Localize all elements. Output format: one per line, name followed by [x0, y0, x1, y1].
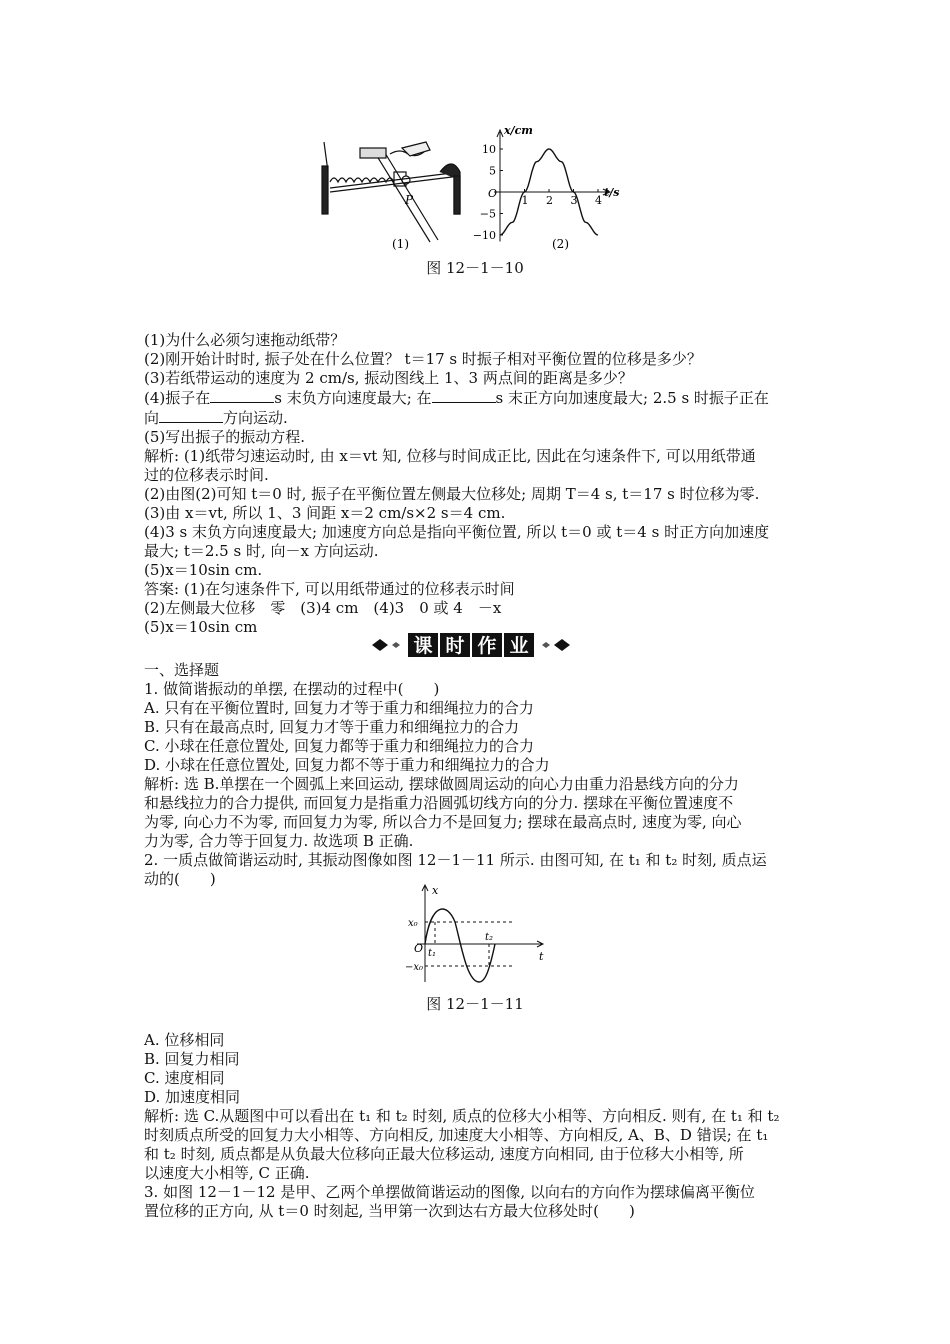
figure-12-1-11 [405, 882, 550, 992]
answer-blank [210, 388, 274, 403]
question-4-line-2 [144, 408, 814, 428]
option-line: A. 位移相同 [144, 1031, 225, 1049]
option-line: D. 小球在任意位置处, 回复力都不等于重力和细绳拉力的合力 [144, 756, 550, 774]
text-line: 以速度大小相等, C 正确. [144, 1164, 310, 1182]
questions-block-2 [144, 661, 814, 889]
option-line: D. 加速度相同 [144, 1088, 241, 1106]
banner-char: 作 [477, 635, 497, 657]
question-3: (3)若纸带运动的速度为 2 cm/s, 振动图线上 1、3 两点间的距离是多少？ [144, 369, 633, 387]
text-line: 和 t₂ 时刻, 质点都是从负最大位移向正最大位移运动, 速度方向相同, 由于位移大小相等, 所 [144, 1145, 744, 1163]
x-tick-label: 1 [521, 194, 529, 207]
text-line: 力为零, 合力等于回复力. 故选项 B 正确. [144, 832, 414, 850]
questions-block-3 [144, 1031, 814, 1221]
q4-text-a: (4)振子在 [144, 389, 211, 407]
text-line: (5)x＝10sin cm [144, 618, 258, 636]
figure-12-1-10-caption: 图 12－1－10 [426, 259, 524, 277]
homework-banner [370, 631, 580, 659]
sub-label-1: (1) [392, 237, 409, 251]
q4-text-d: 向 [144, 409, 160, 427]
text-line: 动的( ) [144, 870, 216, 888]
text-line: 为零, 向心力不为零, 而回复力为零, 所以合力不是回复力; 摆球在最高点时, 速度为零, 向心 [144, 813, 742, 831]
answer-blank [432, 388, 496, 403]
oscillation-curve [425, 909, 495, 982]
option-line: C. 小球在任意位置处, 回复力都等于重力和细绳拉力的合力 [144, 737, 535, 755]
text-line: 最大; t＝2.5 s 时, 向－x 方向运动. [144, 542, 379, 560]
figure-12-1-10 [310, 122, 640, 262]
text-line: (3)由 x＝vt, 所以 1、3 间距 x＝2 cm/s×2 s＝4 cm. [144, 504, 506, 522]
t-axis-label: t [539, 950, 544, 963]
t2-label: t₂ [485, 932, 494, 943]
question-2: (2)刚开始计时时, 振子处在什么位置？ t＝17 s 时振子相对平衡位置的位移是多少？ [144, 350, 702, 368]
y-tick-label: −10 [472, 229, 496, 242]
answer-blank [159, 408, 223, 423]
question-1: (1)为什么必须匀速拖动纸带？ [144, 331, 346, 349]
x0-label: x₀ [408, 918, 418, 929]
diamond-icon [372, 639, 388, 651]
diamond-icon [542, 642, 550, 648]
text-line: (5)x＝10sin cm. [144, 561, 263, 579]
text-line: 解析: 选 B.单摆在一个圆弧上来回运动, 摆球做圆周运动的向心力由重力沿悬线方向的分力 [144, 775, 739, 793]
text-line: (4)3 s 末负方向速度最大; 加速度方向总是指向平衡位置, 所以 t＝0 或 t＝4 s 时正方向加速度 [144, 523, 770, 541]
option-line: B. 只有在最高点时, 回复力才等于重力和细绳拉力的合力 [144, 718, 520, 736]
origin-label: O [414, 942, 424, 955]
option-line: B. 回复力相同 [144, 1050, 240, 1068]
banner-char: 时 [445, 635, 465, 657]
oscillator-apparatus-drawing [322, 142, 460, 242]
text-line: 答案: (1)在匀速条件下, 可以用纸带通过的位移表示时间 [144, 580, 515, 598]
banner-char: 业 [509, 635, 529, 657]
text-line: 和悬线拉力的合力提供, 而回复力是指重力沿圆弧切线方向的分力. 摆球在平衡位置速度不 [144, 794, 734, 812]
text-line: 1. 做简谐振动的单摆, 在摆动的过程中( ) [144, 680, 440, 698]
text-line: 时刻质点所受的回复力大小相等、方向相反, 加速度大小相等、方向相反, A、B、D 错误; 在 t₁ [144, 1126, 769, 1144]
y-tick-label: 10 [482, 143, 496, 156]
text-line: 3. 如图 12－1－12 是甲、乙两个单摆做简谐运动的图像, 以向右的方向作为摆球偏离平衡位 [144, 1183, 755, 1201]
banner-char: 课 [413, 635, 433, 657]
option-line: A. 只有在平衡位置时, 回复力才等于重力和细绳拉力的合力 [144, 699, 534, 717]
section-heading: 一、选择题 [144, 661, 220, 679]
y-tick-label: 5 [489, 164, 496, 178]
text-line: (2)由图(2)可知 t＝0 时, 振子在平衡位置左侧最大位移处; 周期 T＝4 s, t＝17 s 时位移为零. [144, 485, 760, 503]
text-line: 2. 一质点做简谐运动时, 其振动图像如图 12－1－11 所示. 由图可知, 在 t₁ 和 t₂ 时刻, 质点运 [144, 851, 767, 869]
y-tick-label: −5 [479, 207, 496, 221]
x-axis-label: x [432, 884, 439, 897]
origin-label: O [488, 187, 498, 200]
questions-block-1 [144, 331, 814, 637]
diamond-icon [554, 639, 570, 651]
x-tick-label: 4 [595, 194, 602, 207]
point-p-label: P [405, 193, 414, 207]
option-line: C. 速度相同 [144, 1069, 225, 1087]
sub-label-2: (2) [552, 237, 569, 251]
text-line: 置位移的正方向, 从 t＝0 时刻起, 当甲第一次到达右方最大位移处时( ) [144, 1202, 635, 1220]
text-line: (5)写出振子的振动方程. [144, 428, 306, 446]
q4-text-b: s 末负方向速度最大; 在 [274, 389, 432, 407]
q4-text-c: s 末正方向加速度最大; 2.5 s 时振子正在 [495, 389, 769, 407]
figure-12-1-11-caption: 图 12－1－11 [426, 995, 524, 1013]
text-line: 过的位移表示时间. [144, 466, 269, 484]
x-tick-label: 2 [546, 194, 553, 207]
displacement-time-chart [473, 124, 620, 242]
y-axis-label: x/cm [504, 124, 533, 137]
diamond-icon [392, 642, 400, 648]
q4-text-e: 方向运动. [223, 409, 288, 427]
question-4-line-1 [144, 388, 814, 408]
t1-label: t₁ [428, 948, 437, 959]
text-line: 解析: 选 C.从题图中可以看出在 t₁ 和 t₂ 时刻, 质点的位移大小相等、方向相反. 则有, 在 t₁ 和 t₂ [144, 1107, 780, 1125]
x-tick-label: 3 [570, 194, 578, 207]
text-line: (2)左侧最大位移 零 (3)4 cm (4)3 0 或 4 －x [144, 599, 502, 617]
x-axis-label: t/s [604, 186, 620, 199]
neg-x0-label: −x₀ [405, 962, 424, 973]
text-line: 解析: (1)纸带匀速运动时, 由 x＝vt 知, 位移与时间成正比, 因此在匀速条件下, 可以用纸带通 [144, 447, 756, 465]
